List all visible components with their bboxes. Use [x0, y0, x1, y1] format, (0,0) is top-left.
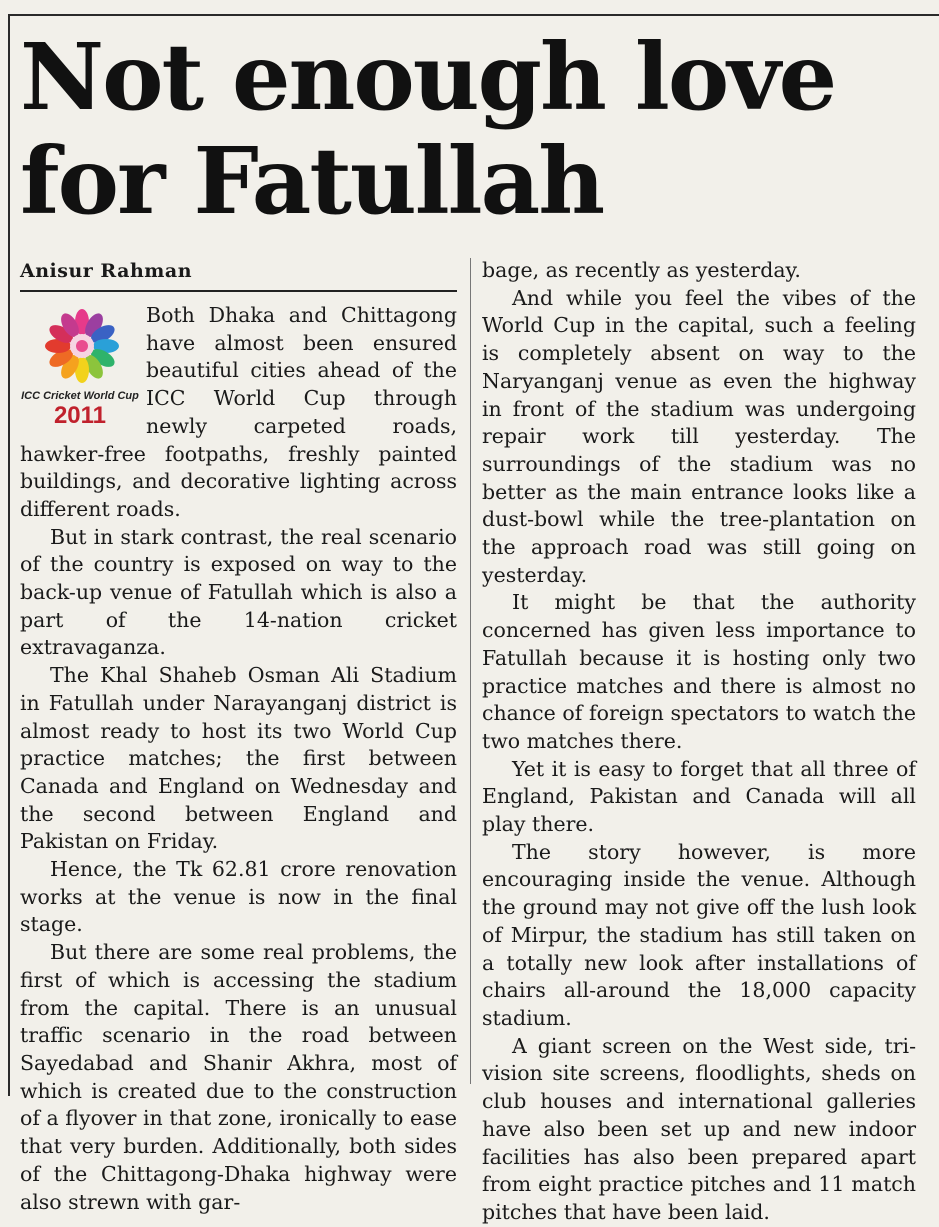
article-paragraph: And while you feel the vibes of the World Cup in the capital, such a feeling is completely absent on way to the Naryanganj venue as even the highway in front of the stadium was undergoing repair work till yesterday. The surroundings of the stadium was no better as the main entrance looks like a dust-bowl while the tree-plantation on the approach road was still going on yesterday.	[482, 285, 916, 587]
logo-caption: ICC Cricket World Cup	[21, 390, 139, 402]
article-paragraph: Both Dhaka and Chittagong have almost been ensured beautiful cities ahead of the ICC World Cup through newly carpeted roads, hawker-free footpaths, freshly painted buildings, and decorative lighting across different roads.	[20, 303, 457, 521]
column-divider	[470, 258, 471, 1084]
article-paragraph: But there are some real problems, the first of which is accessing the stadium from the capital. There is an unusual traffic scenario in the road between Sayedabad and Shanir Akhra, most of which is created due to the construction of a flyover in that zone, ironically to ease that very burden. Additionally, both sides of the Chittagong-Dhaka highway were also strewn with gar-	[20, 940, 457, 1214]
byline-rule	[20, 290, 457, 292]
article-paragraph: bage, as recently as yesterday.	[482, 258, 801, 282]
headline	[20, 25, 920, 233]
byline-last-name: Rahman	[100, 260, 193, 282]
icc-cricket-world-cup-2011-logo-icon	[32, 302, 132, 388]
left-border-rule	[8, 14, 10, 1096]
headline-line-2: for Fatullah	[20, 127, 604, 235]
article-paragraph: But in stark contrast, the real scenario of the country is exposed on way to the back-up venue of Fatullah which is also a part of the 14-nation cricket extravaganza.	[20, 524, 457, 660]
top-border-rule	[8, 14, 939, 16]
article-paragraph: A giant screen on the West side, tri-vision site screens, floodlights, sheds on club houses and international galleries have also been set up and new indoor facilities has also been prepared apart from eight practice pitches and 11 match pitches that have been laid.	[482, 1033, 916, 1224]
article-paragraph: Yet it is easy to forget that all three of England, Pakistan and Canada will all play there.	[482, 756, 916, 837]
article-column-1	[20, 258, 457, 1216]
world-cup-logo	[18, 302, 146, 434]
article-paragraph: The story however, is more encouraging inside the venue. Although the ground may not give off the lush look of Mirpur, the stadium has still taken on a totally new look after installations of chairs all-around the 18,000 capacity stadium.	[482, 839, 916, 1030]
headline-line-1: Not enough love	[20, 23, 836, 131]
article-paragraph: It might be that the authority concerned has given less importance to Fatullah because it is hosting only two practice matches and there is almost no chance of foreign spectators to watch the two matches there.	[482, 590, 916, 753]
article-paragraph: Hence, the Tk 62.81 crore renovation works at the venue is now in the final stage.	[20, 857, 457, 937]
article-column-2	[482, 257, 916, 1227]
byline-first-name: Anisur	[20, 260, 94, 282]
article-paragraph: The Khal Shaheb Osman Ali Stadium in Fatullah under Narayanganj district is almost ready to host its two World Cup practice matches; the first between Canada and England on Wednesday and the second between England and Pakistan on Friday.	[20, 663, 457, 854]
logo-year: 2011	[53, 402, 107, 429]
byline	[20, 258, 457, 284]
